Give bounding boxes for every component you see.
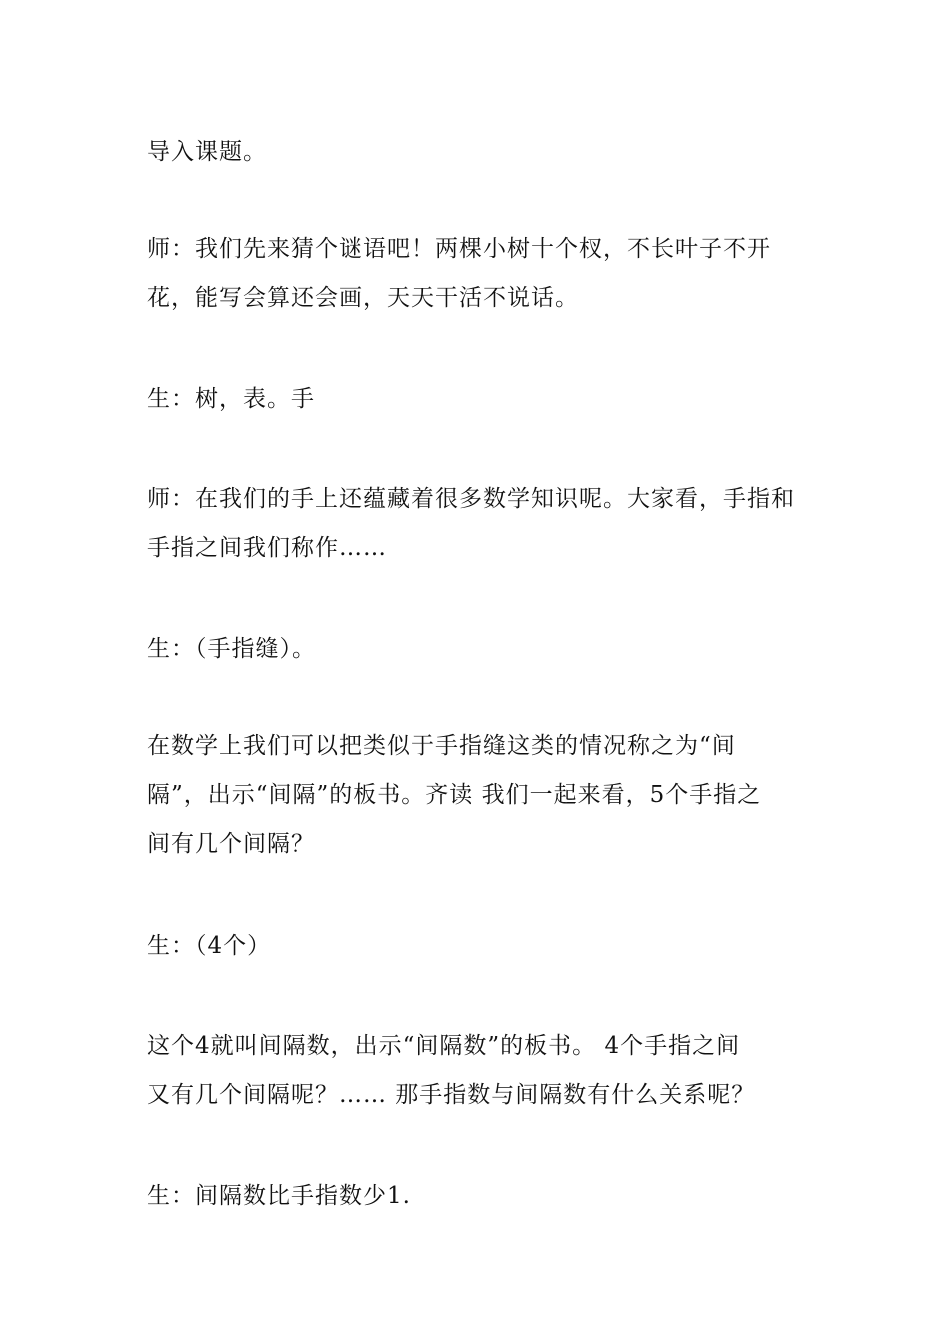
paragraph-interval-concept — [147, 722, 811, 869]
text-line: 这个4就叫间隔数，出示“间隔数”的板书。 4个手指之间 — [147, 1033, 741, 1059]
text-line: 花，能写会算还会画，天天干活不说话。 — [147, 285, 579, 311]
paragraph-student-conclusion — [147, 1172, 811, 1221]
text-line: 生：（手指缝）。 — [147, 636, 316, 662]
paragraph-student-gap — [147, 625, 811, 674]
text-line: 又有几个间隔呢？…… 那手指数与间隔数有什么关系呢？ — [147, 1082, 756, 1108]
text-line: 导入课题。 — [147, 139, 267, 165]
text-line: 师：在我们的手上还蕴藏着很多数学知识呢。大家看，手指和 — [147, 486, 795, 512]
text-line: 师：我们先来猜个谜语吧！两棵小树十个杈，不长叶子不开 — [147, 236, 771, 262]
text-line: 生：间隔数比手指数少1. — [147, 1183, 411, 1209]
paragraph-student-count — [147, 922, 811, 971]
paragraph-interval-number — [147, 1022, 811, 1120]
text-line: 手指之间我们称作…… — [147, 535, 387, 561]
text-line: 在数学上我们可以把类似于手指缝这类的情况称之为“间 — [147, 733, 736, 759]
paragraph-teacher-hand — [147, 475, 811, 573]
paragraph-teacher-riddle — [147, 225, 811, 323]
text-line: 间有几个间隔？ — [147, 831, 315, 857]
text-line: 隔”，出示“间隔”的板书。齐读 我们一起来看，5个手指之 — [147, 782, 762, 808]
paragraph-student-answer — [147, 375, 811, 424]
paragraph-intro — [147, 128, 811, 177]
text-line: 生：（4个） — [147, 933, 272, 959]
text-line: 生：树，表。手 — [147, 386, 315, 412]
